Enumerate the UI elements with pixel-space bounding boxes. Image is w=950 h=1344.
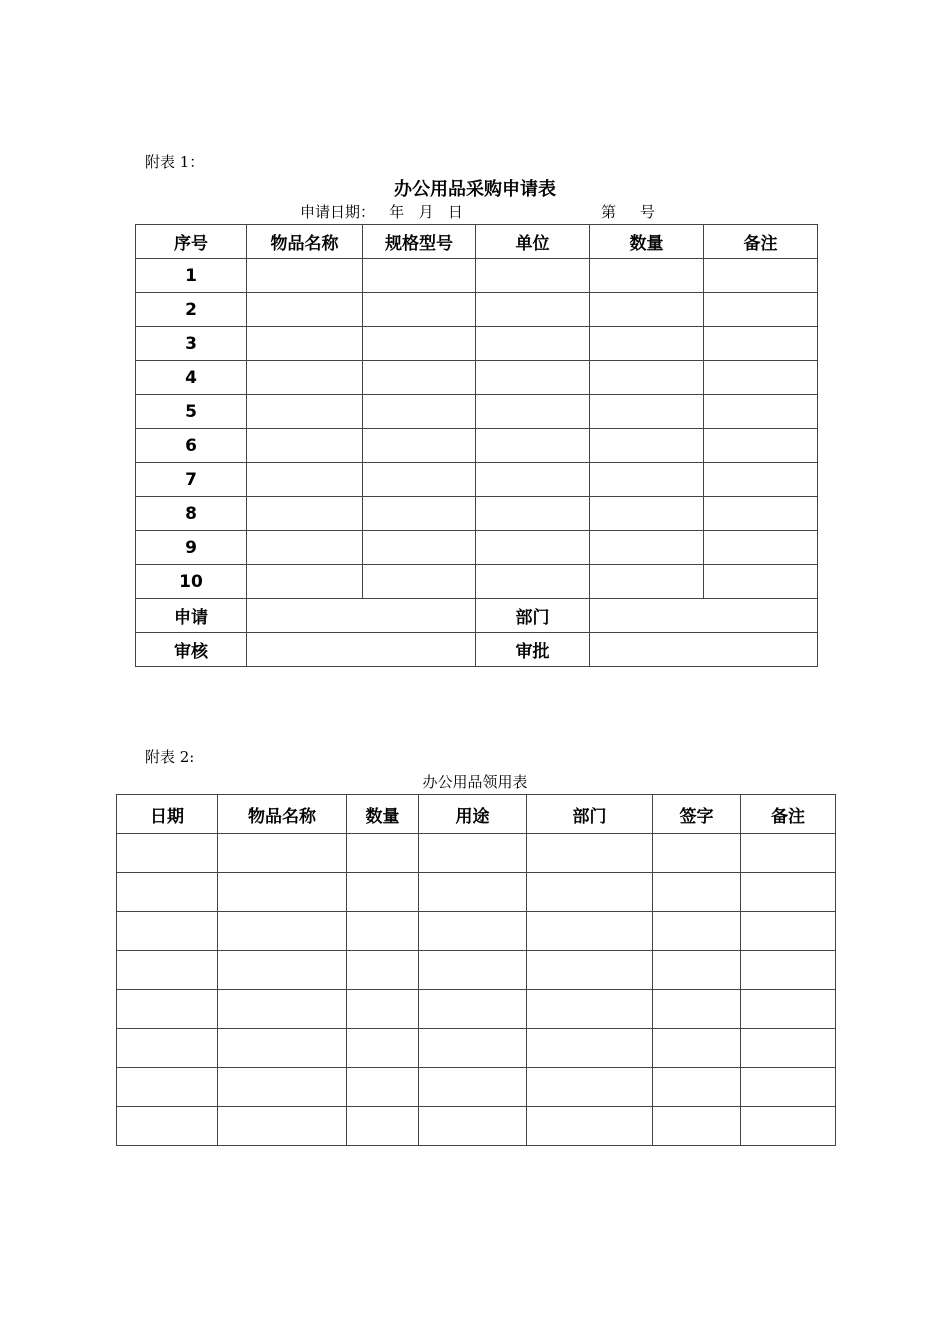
entry-cell[interactable] [704,531,818,565]
entry-cell[interactable] [704,565,818,599]
table1-header-row [136,225,818,259]
table-row [136,531,818,565]
entry-cell[interactable] [704,497,818,531]
entry-cell[interactable] [476,497,590,531]
table-row [136,293,818,327]
header-cell: 物品名称 [247,225,363,259]
entry-cell[interactable] [590,497,704,531]
entry-cell[interactable] [218,1107,347,1146]
row-number: 8 [136,497,247,531]
label-department: 部门 [476,599,590,633]
table-row [117,912,836,951]
label-approve: 审批 [476,633,590,667]
entry-cell[interactable] [117,834,218,873]
department-field[interactable] [590,599,818,633]
entry-cell[interactable] [419,951,527,990]
table-row [136,565,818,599]
entry-cell[interactable] [363,531,476,565]
header-cell: 物品名称 [218,795,347,834]
entry-cell[interactable] [653,912,741,951]
entry-cell[interactable] [476,327,590,361]
row-number: 5 [136,395,247,429]
entry-cell[interactable] [247,327,363,361]
entry-cell[interactable] [741,1068,836,1107]
entry-cell[interactable] [741,1029,836,1068]
entry-cell[interactable] [653,951,741,990]
entry-cell[interactable] [590,531,704,565]
entry-cell[interactable] [476,293,590,327]
entry-cell[interactable] [363,429,476,463]
entry-cell[interactable] [247,463,363,497]
entry-cell[interactable] [476,565,590,599]
entry-cell[interactable] [247,361,363,395]
entry-cell[interactable] [117,951,218,990]
entry-cell[interactable] [704,327,818,361]
row-number: 1 [136,259,247,293]
entry-cell[interactable] [419,1029,527,1068]
row-number: 6 [136,429,247,463]
row-number: 2 [136,293,247,327]
entry-cell[interactable] [419,912,527,951]
entry-cell[interactable] [741,873,836,912]
entry-cell[interactable] [363,361,476,395]
entry-cell[interactable] [704,463,818,497]
entry-cell[interactable] [527,873,653,912]
entry-cell[interactable] [527,834,653,873]
entry-cell[interactable] [653,1107,741,1146]
table-row [117,1029,836,1068]
table-row [136,497,818,531]
table-row [136,361,818,395]
table-row [136,259,818,293]
review-field[interactable] [247,633,476,667]
entry-cell[interactable] [590,565,704,599]
entry-cell[interactable] [218,1068,347,1107]
entry-cell[interactable] [419,834,527,873]
header-cell: 签字 [653,795,741,834]
entry-cell[interactable] [363,497,476,531]
header-cell: 备注 [741,795,836,834]
entry-cell[interactable] [117,873,218,912]
entry-cell[interactable] [347,912,419,951]
entry-cell[interactable] [347,951,419,990]
signature-row [136,633,818,667]
entry-cell[interactable] [218,1029,347,1068]
table-row [117,834,836,873]
entry-cell[interactable] [347,1029,419,1068]
entry-cell[interactable] [741,1107,836,1146]
entry-cell[interactable] [653,1068,741,1107]
entry-cell[interactable] [347,834,419,873]
row-number: 3 [136,327,247,361]
table1-title: 办公用品采购申请表 [394,179,556,200]
entry-cell[interactable] [419,990,527,1029]
entry-cell[interactable] [247,395,363,429]
entry-cell[interactable] [117,1068,218,1107]
entry-cell[interactable] [741,834,836,873]
header-cell: 规格型号 [363,225,476,259]
table-row [136,395,818,429]
entry-cell[interactable] [653,834,741,873]
entry-cell[interactable] [527,951,653,990]
table2-title: 办公用品领用表 [422,773,528,791]
entry-cell[interactable] [590,463,704,497]
entry-cell[interactable] [704,293,818,327]
table-row [117,990,836,1029]
entry-cell[interactable] [247,565,363,599]
row-number: 10 [136,565,247,599]
supply-requisition-table [116,794,836,1146]
table-row [117,1068,836,1107]
entry-cell[interactable] [590,259,704,293]
entry-cell[interactable] [527,990,653,1029]
row-number: 9 [136,531,247,565]
application-date-line: 申请日期： 年 月 日 [300,203,463,221]
apply-field[interactable] [247,599,476,633]
table-row [136,463,818,497]
entry-cell[interactable] [590,361,704,395]
entry-cell[interactable] [117,1107,218,1146]
entry-cell[interactable] [527,1029,653,1068]
entry-cell[interactable] [653,1029,741,1068]
entry-cell[interactable] [363,395,476,429]
table-row [136,327,818,361]
entry-cell[interactable] [476,531,590,565]
entry-cell[interactable] [247,497,363,531]
entry-cell[interactable] [117,912,218,951]
entry-cell[interactable] [117,1029,218,1068]
header-cell: 日期 [117,795,218,834]
entry-cell[interactable] [741,951,836,990]
header-cell: 单位 [476,225,590,259]
header-cell: 用途 [419,795,527,834]
entry-cell[interactable] [476,361,590,395]
entry-cell[interactable] [117,990,218,1029]
approve-field[interactable] [590,633,818,667]
entry-cell[interactable] [247,293,363,327]
table-row [117,951,836,990]
entry-cell[interactable] [527,912,653,951]
header-cell: 数量 [590,225,704,259]
entry-cell[interactable] [218,951,347,990]
entry-cell[interactable] [476,259,590,293]
entry-cell[interactable] [247,429,363,463]
entry-cell[interactable] [363,463,476,497]
entry-cell[interactable] [704,429,818,463]
entry-cell[interactable] [476,463,590,497]
entry-cell[interactable] [590,327,704,361]
label-apply: 申请 [136,599,247,633]
entry-cell[interactable] [419,1068,527,1107]
table1-caption: 附表 1： [145,153,205,171]
form-number-line: 第 号 [601,203,655,221]
row-number: 4 [136,361,247,395]
entry-cell[interactable] [476,429,590,463]
entry-cell[interactable] [347,873,419,912]
entry-cell[interactable] [704,259,818,293]
entry-cell[interactable] [419,1107,527,1146]
entry-cell[interactable] [590,429,704,463]
entry-cell[interactable] [363,565,476,599]
entry-cell[interactable] [590,395,704,429]
entry-cell[interactable] [247,531,363,565]
entry-cell[interactable] [363,293,476,327]
entry-cell[interactable] [590,293,704,327]
entry-cell[interactable] [218,834,347,873]
table-row [117,1107,836,1146]
header-cell: 数量 [347,795,419,834]
entry-cell[interactable] [527,1068,653,1107]
header-cell: 部门 [527,795,653,834]
entry-cell[interactable] [741,912,836,951]
signature-row [136,599,818,633]
header-cell: 备注 [704,225,818,259]
entry-cell[interactable] [704,395,818,429]
entry-cell[interactable] [527,1107,653,1146]
header-cell: 序号 [136,225,247,259]
entry-cell[interactable] [218,990,347,1029]
row-number: 7 [136,463,247,497]
entry-cell[interactable] [704,361,818,395]
table2-header-row [117,795,836,834]
entry-cell[interactable] [653,990,741,1029]
purchase-request-table [135,224,818,667]
entry-cell[interactable] [363,259,476,293]
entry-cell[interactable] [363,327,476,361]
table2-caption: 附表 2: [145,748,195,766]
entry-cell[interactable] [476,395,590,429]
table-row [136,429,818,463]
entry-cell[interactable] [218,873,347,912]
entry-cell[interactable] [347,1068,419,1107]
label-review: 审核 [136,633,247,667]
entry-cell[interactable] [347,990,419,1029]
entry-cell[interactable] [347,1107,419,1146]
table-row [117,873,836,912]
entry-cell[interactable] [218,912,347,951]
entry-cell[interactable] [653,873,741,912]
entry-cell[interactable] [419,873,527,912]
entry-cell[interactable] [741,990,836,1029]
entry-cell[interactable] [247,259,363,293]
